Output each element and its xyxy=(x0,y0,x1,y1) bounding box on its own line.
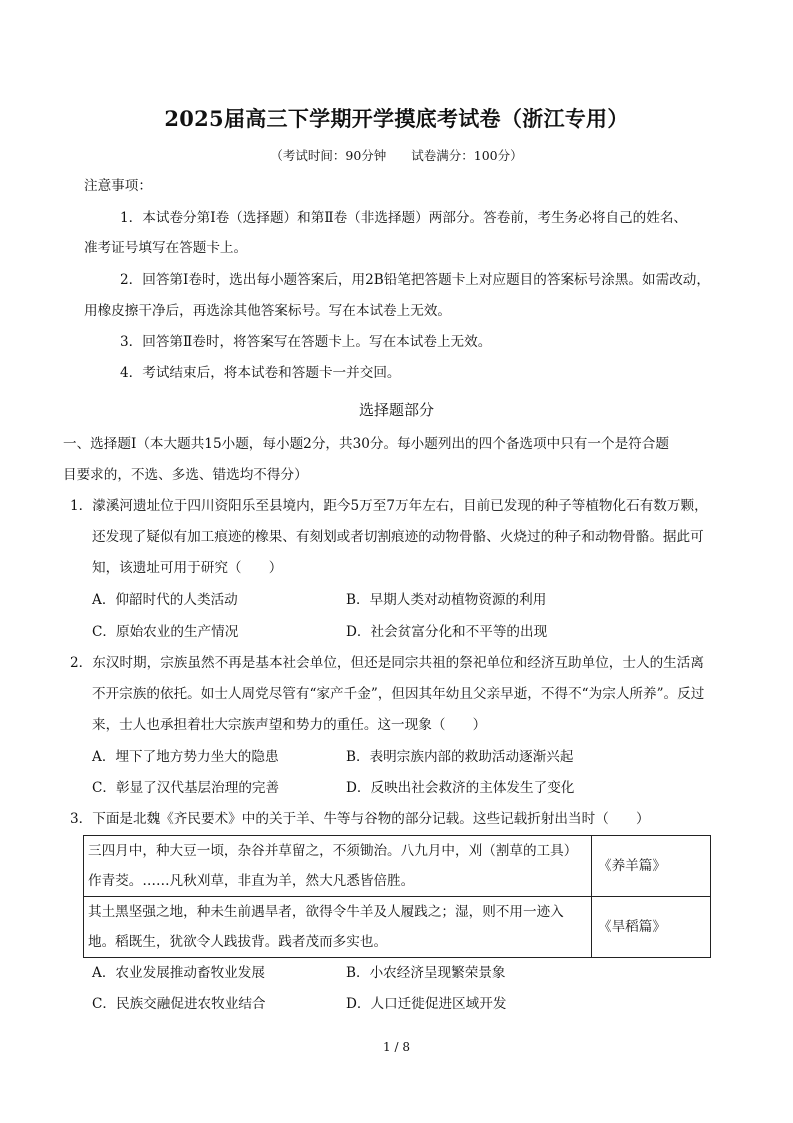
option-b: B．早期人类对动植物资源的利用 xyxy=(346,592,547,608)
exam-title: 2025届高三下学期开学摸底考试卷（浙江专用） xyxy=(164,106,629,131)
excerpt-text xyxy=(84,897,592,958)
excerpt-source: 《旱稻篇》 xyxy=(592,897,711,958)
exam-subtitle: （考试时间：90分钟 试卷满分：100分） xyxy=(270,148,523,163)
option-a: A．仰韶时代的人类活动 xyxy=(92,592,238,608)
notice-line: 4．考试结束后，将本试卷和答题卡一并交回。 xyxy=(120,365,401,381)
excerpt-table xyxy=(83,835,711,958)
option-d: D．社会贫富分化和不平等的出现 xyxy=(346,624,548,640)
option-a: A．农业发展推动畜牧业发展 xyxy=(92,965,265,981)
question-stem: 还发现了疑似有加工痕迹的橡果、有刻划或者切割痕迹的动物骨骼、火烧过的种子和动物骨骼。据此可 xyxy=(92,529,704,545)
notice-line: 用橡皮擦干净后，再选涂其他答案标号。写在本试卷上无效。 xyxy=(84,303,452,319)
excerpt-text xyxy=(84,836,592,897)
page-number: 1 / 8 xyxy=(383,1040,410,1054)
notice-line: 1．本试卷分第Ⅰ卷（选择题）和第Ⅱ卷（非选择题）两部分。答卷前，考生务必将自己的姓名、 xyxy=(120,210,688,226)
option-b: B．小农经济呈现繁荣景象 xyxy=(346,965,506,981)
part-intro: 目要求的，不选、多选、错选均不得分） xyxy=(63,467,308,483)
notice-line: 2．回答第Ⅰ卷时，选出每小题答案后，用2B铅笔把答题卡上对应题目的答案标号涂黑。如需改动， xyxy=(120,272,710,288)
question-stem: 2．东汉时期，宗族虽然不再是基本社会单位，但还是同宗共祖的祭祀单位和经济互助单位，士人的生活离 xyxy=(70,655,704,671)
question-stem: 3．下面是北魏《齐民要术》中的关于羊、牛等与谷物的部分记载。这些记载折射出当时（ ） xyxy=(70,811,650,827)
option-d: D．人口迁徙促进区域开发 xyxy=(346,996,507,1012)
notice-heading: 注意事项： xyxy=(84,178,152,194)
option-c: C．原始农业的生产情况 xyxy=(92,624,239,640)
question-stem: 来，士人也承担着壮大宗族声望和势力的重任。这一现象（ ） xyxy=(92,717,487,733)
excerpt-line: 作青茭。……凡秋刈草，非直为羊，然大凡悉皆倍胜。 xyxy=(88,873,415,889)
option-a: A．埋下了地方势力坐大的隐患 xyxy=(92,749,279,765)
excerpt-line: 三四月中，种大豆一顷，杂谷并草留之，不须锄治。八九月中，刈（割草的工具） xyxy=(88,843,578,859)
question-stem: 不开宗族的依托。如士人周党尽管有“家产千金”，但因其年幼且父亲早逝，不得不“为宗人所养”。反过 xyxy=(92,686,705,702)
section-heading: 选择题部分 xyxy=(358,401,434,419)
excerpt-line: 其土黑坚强之地，种未生前遇旱者，欲得令牛羊及人履践之；湿，则不用一迹入 xyxy=(88,904,564,920)
question-stem: 知，该遗址可用于研究（ ） xyxy=(92,560,283,576)
option-b: B．表明宗族内部的救助活动逐渐兴起 xyxy=(346,749,574,765)
part-intro: 一、选择题Ⅰ（本大题共15小题，每小题2分，共30分。每小题列出的四个备选项中只有一个是符合题 xyxy=(63,436,669,452)
notice-line: 3．回答第Ⅱ卷时，将答案写在答题卡上。写在本试卷上无效。 xyxy=(120,334,492,350)
notice-line: 准考证号填写在答题卡上。 xyxy=(84,240,248,256)
option-d: D．反映出社会救济的主体发生了变化 xyxy=(346,780,575,796)
table-row xyxy=(84,897,711,958)
option-c: C．彰显了汉代基层治理的完善 xyxy=(92,780,280,796)
excerpt-line: 地。稻既生，犹欲令人践拔背。践者茂而多实也。 xyxy=(88,934,388,950)
option-c: C．民族交融促进农牧业结合 xyxy=(92,996,266,1012)
question-stem: 1．濛溪河遗址位于四川资阳乐至县境内，距今5万至7万年左右，目前已发现的种子等植物化石有数万颗， xyxy=(70,498,708,514)
table-row xyxy=(84,836,711,897)
excerpt-source: 《养羊篇》 xyxy=(592,836,711,897)
